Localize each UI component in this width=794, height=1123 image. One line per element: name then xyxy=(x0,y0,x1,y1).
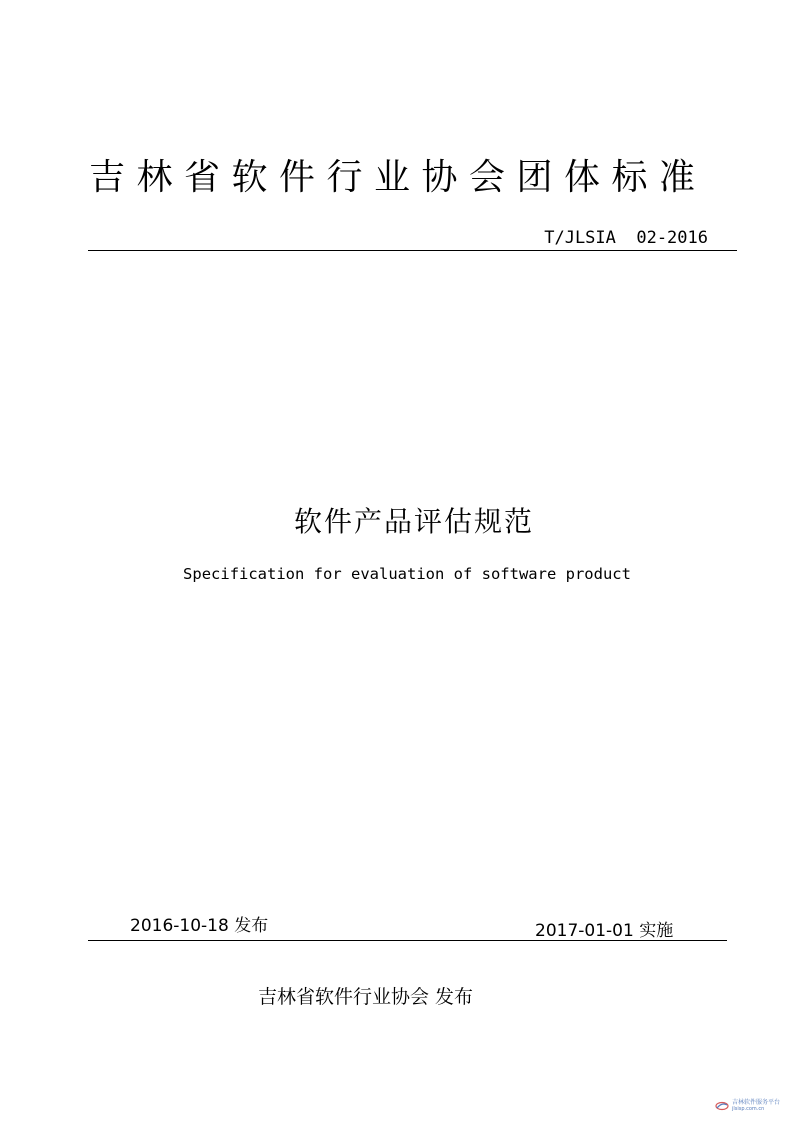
document-title: 软件产品评估规范 xyxy=(293,505,534,538)
issue-date: 2016-10-18 发布 xyxy=(130,916,269,936)
swoosh-logo-icon xyxy=(715,1101,729,1111)
watermark-url: jlsisp.com.cn xyxy=(731,1106,765,1112)
implementation-date: 2017-01-01 实施 xyxy=(535,921,674,941)
publisher: 吉林省软件行业协会 发布 xyxy=(258,986,474,1008)
organization-title: 吉林省软件行业协会团体标准 xyxy=(89,157,707,198)
watermark xyxy=(715,1099,780,1113)
document-subtitle: Specification for evaluation of software product xyxy=(183,565,631,583)
watermark-name: 吉林软件服务平台 xyxy=(731,1099,780,1106)
footer-divider xyxy=(88,940,727,941)
header-divider xyxy=(88,250,737,251)
standard-code: T/JLSIA 02-2016 xyxy=(544,228,708,248)
watermark-text xyxy=(732,1099,780,1113)
